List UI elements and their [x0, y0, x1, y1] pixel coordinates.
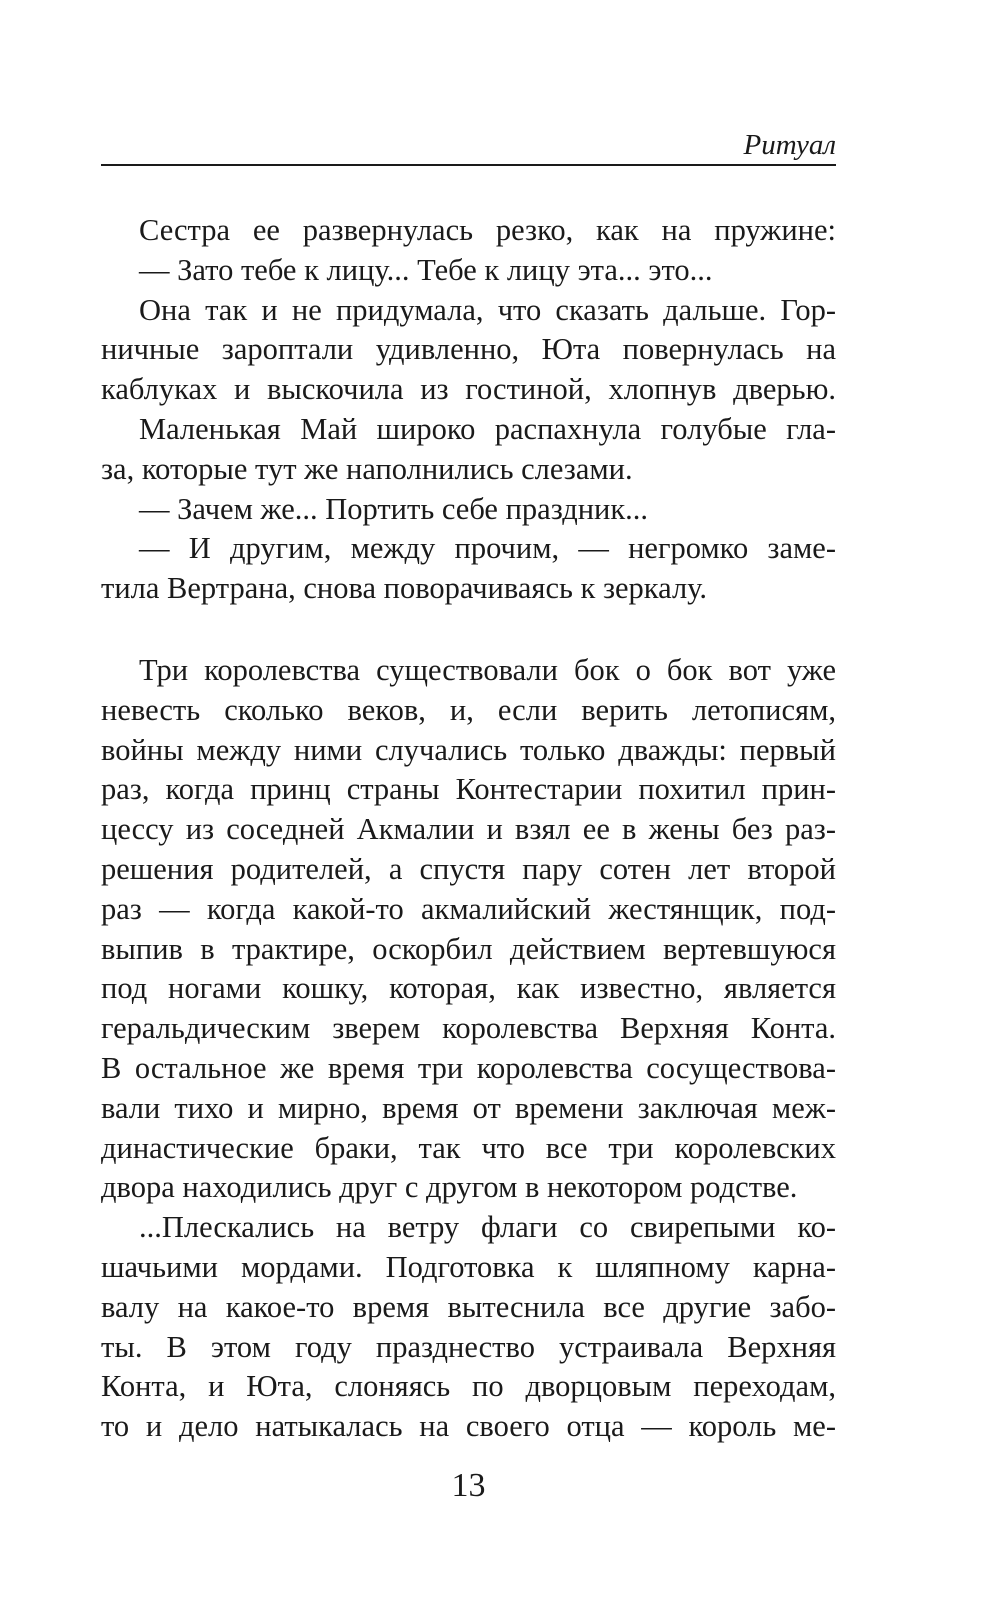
line-s1-1: Сестра ее развернулась резко, как на пружине: [139, 213, 836, 247]
line-s2-3: войны между ними случались только дважды: первый [101, 732, 836, 767]
line-s2-10: геральдическим зверем королевства Верхняя Конта. [101, 1011, 836, 1046]
line-s2-2: невесть сколько веков, и, если верить летописям, [101, 692, 836, 727]
line-s2-5: цессу из соседней Акмалии и взял ее в жены без раз- [101, 812, 836, 847]
line-s2-13: династические браки, так что все три королевских [101, 1130, 836, 1165]
line-s2-6: решения родителей, а спустя пару сотен лет второй [101, 851, 836, 886]
line-s2-17: валу на какое-то время вытеснила все другие забо- [101, 1289, 836, 1324]
line-s2-8: выпив в трактире, оскорбил действием вертевшуюся [101, 931, 836, 966]
text-block-narrative [101, 651, 836, 1447]
line-s1-9: — И другим, между прочим, — негромко заме- [139, 531, 836, 566]
line-s1-10: тила Вертрана, снова поворачиваясь к зеркалу. [101, 571, 707, 606]
line-s1-6: Маленькая Май широко распахнула голубые гла- [139, 411, 836, 446]
page-number: 13 [451, 1467, 486, 1504]
line-s1-7: за, которые тут же наполнились слезами. [101, 451, 633, 486]
header-rule [101, 164, 836, 166]
line-s2-20: то и дело натыкалась на своего отца — король ме- [101, 1409, 836, 1444]
line-s1-4: ничные зароптали удивленно, Юта повернулась на [101, 332, 836, 367]
line-s1-8: — Зачем же... Портить себе праздник... [139, 491, 649, 526]
line-s2-9: под ногами кошку, которая, как известно, является [101, 971, 836, 1006]
line-s2-18: ты. В этом году празднество устраивала Верхняя [101, 1329, 836, 1364]
line-s1-5: каблуках и выскочила из гостиной, хлопнув дверью. [101, 372, 836, 407]
line-s2-1: Три королевства существовали бок о бок вот уже [139, 653, 836, 687]
running-head-title: Ритуал [743, 129, 836, 161]
line-s2-15: ...Плескались на ветру флаги со свирепыми ко- [139, 1210, 836, 1245]
line-s2-11: В остальное же время три королевства сосуществова- [101, 1050, 836, 1085]
line-s2-16: шачьими мордами. Подготовка к шляпному карна- [101, 1249, 836, 1284]
line-s2-7: раз — когда какой-то акмалийский жестянщик, под- [101, 891, 836, 926]
line-s2-19: Конта, и Юта, слоняясь по дворцовым переходам, [101, 1369, 836, 1404]
line-s1-2: — Зато тебе к лицу... Тебе к лицу эта... это... [139, 252, 713, 287]
line-s2-12: вали тихо и мирно, время от времени заключая меж- [101, 1090, 836, 1125]
line-s2-14: двора находились друг с другом в некотором родстве. [101, 1170, 798, 1205]
line-s2-4: раз, когда принц страны Контестарии похитил прин- [101, 772, 836, 807]
text-block-dialogue [101, 211, 836, 609]
line-s1-3: Она так и не придумала, что сказать дальше. Гор- [139, 292, 836, 327]
